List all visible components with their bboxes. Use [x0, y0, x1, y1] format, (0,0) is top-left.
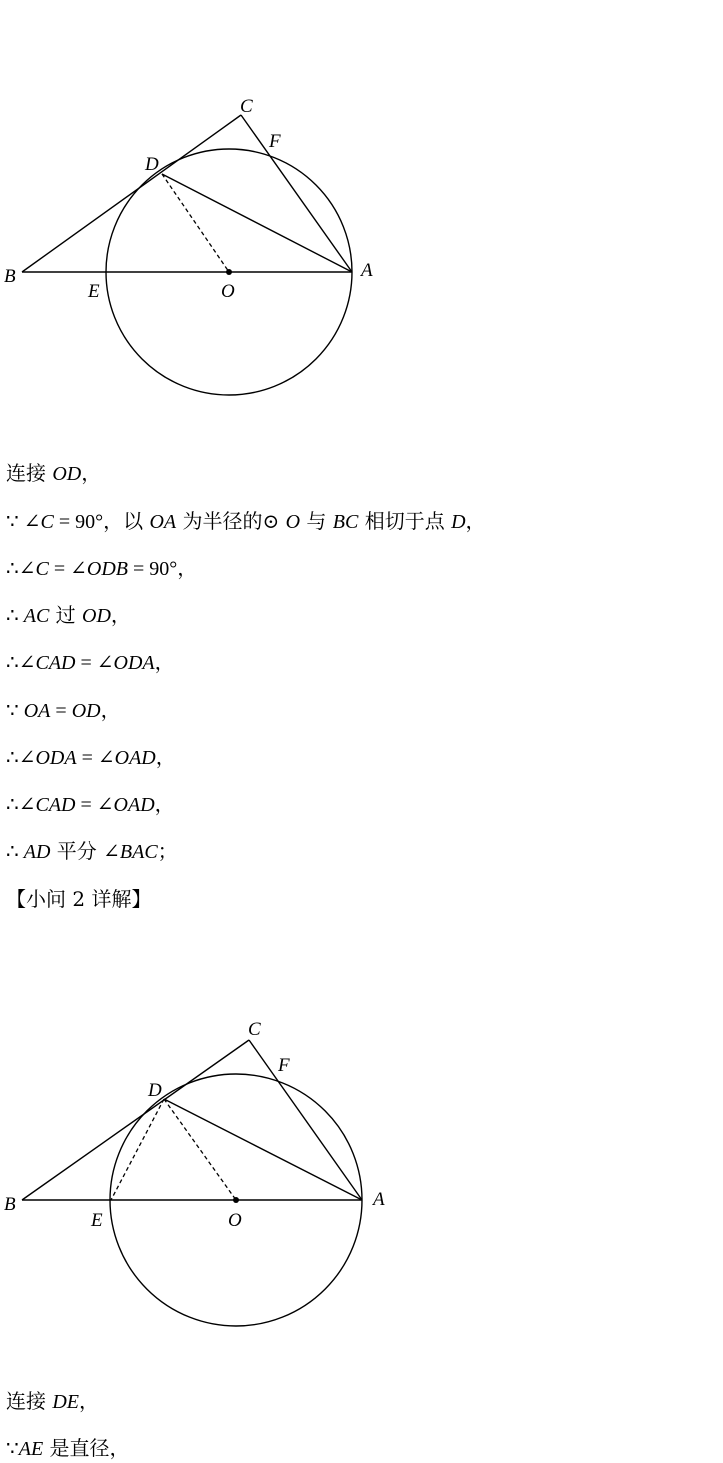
solution-line	[6, 744, 176, 771]
math-symbol: CAD	[35, 794, 76, 816]
text-segment: = ∠	[75, 794, 114, 816]
solution-line	[6, 649, 175, 676]
label-f: F	[278, 1055, 290, 1076]
math-symbol: AD	[23, 841, 51, 863]
text-segment: ，	[465, 509, 486, 533]
math-symbol: OD	[71, 700, 101, 722]
math-symbol: CAD	[35, 652, 76, 674]
center-point-o	[226, 269, 232, 275]
math-symbol: AE	[18, 1438, 44, 1460]
math-symbol: ODB	[86, 558, 128, 580]
math-symbol: ODA	[35, 747, 77, 769]
segment-ca	[249, 1040, 362, 1200]
text-segment: 过	[49, 603, 83, 627]
segment-da	[164, 1099, 362, 1200]
label-d: D	[145, 154, 159, 175]
segment-od-dashed	[162, 174, 229, 272]
label-f: F	[269, 131, 281, 152]
text-segment: =	[50, 700, 72, 722]
geometry-figure-1	[0, 90, 400, 410]
solution-line	[6, 460, 101, 487]
text-segment: ∴∠	[6, 558, 36, 580]
text-segment: = ∠	[76, 747, 115, 769]
text-segment: ，	[81, 461, 102, 485]
text-segment: 与	[300, 509, 333, 533]
solution-line	[6, 508, 486, 535]
segment-de-dashed	[111, 1099, 164, 1200]
segment-da	[162, 174, 352, 272]
math-symbol: C	[35, 558, 49, 580]
math-symbol: AC	[23, 605, 50, 627]
text-segment: 连接	[6, 1389, 53, 1413]
solution-line	[6, 791, 175, 818]
math-symbol: OA	[149, 511, 177, 533]
math-symbol: C	[40, 511, 54, 533]
text-segment: 是直径，	[43, 1436, 130, 1460]
label-a: A	[361, 260, 373, 281]
text-segment: ∴	[6, 841, 24, 863]
text-segment: 相切于点	[358, 509, 452, 533]
label-b: B	[4, 266, 16, 287]
solution-line	[6, 697, 121, 724]
text-segment: = 90°	[53, 511, 104, 533]
label-o: O	[221, 281, 235, 302]
segment-od-dashed	[164, 1099, 236, 1200]
solution-line	[6, 1388, 99, 1415]
text-segment: ，	[154, 650, 175, 674]
text-segment: 平分 ∠	[50, 839, 120, 863]
text-segment: ，	[79, 1389, 100, 1413]
segment-bc	[22, 1040, 249, 1200]
solution-line	[6, 838, 178, 865]
text-segment: ，	[100, 698, 121, 722]
center-point-o	[233, 1197, 239, 1203]
label-c: C	[248, 1019, 261, 1040]
label-e: E	[91, 1210, 103, 1231]
text-segment: ∵ ∠	[6, 511, 41, 533]
label-d: D	[148, 1080, 162, 1101]
solution-line	[6, 1435, 130, 1462]
text-segment: ∵	[6, 1438, 19, 1460]
math-symbol: D	[451, 511, 466, 533]
math-symbol: OAD	[113, 794, 155, 816]
text-segment: ；	[157, 839, 178, 863]
text-segment: = ∠	[48, 558, 87, 580]
label-a: A	[373, 1189, 385, 1210]
text-segment: ，	[177, 556, 198, 580]
geometry-figure-2	[0, 1010, 420, 1340]
text-segment: 为半径的⊙	[176, 509, 286, 533]
math-symbol: ODA	[113, 652, 155, 674]
text-segment: ∴∠	[6, 794, 36, 816]
solution-line	[6, 602, 131, 629]
math-symbol: DE	[52, 1391, 80, 1413]
text-segment: ∵	[6, 700, 24, 722]
math-symbol: BC	[332, 511, 359, 533]
segment-ca	[241, 115, 352, 272]
text-segment: ，	[155, 745, 176, 769]
solution-line	[6, 555, 197, 582]
text-segment: = ∠	[75, 652, 114, 674]
text-segment: ∴∠	[6, 747, 36, 769]
label-e: E	[88, 281, 100, 302]
math-symbol: O	[285, 511, 301, 533]
segment-bc	[22, 115, 241, 272]
label-o: O	[228, 1210, 242, 1231]
text-segment: ，以	[103, 509, 150, 533]
label-b: B	[4, 1194, 16, 1215]
text-segment: 连接	[6, 461, 53, 485]
math-symbol: BAC	[119, 841, 158, 863]
text-segment: ，	[110, 603, 131, 627]
text-segment: ∴∠	[6, 652, 36, 674]
text-segment: ∴	[6, 605, 24, 627]
math-symbol: OD	[82, 605, 111, 627]
math-symbol: OA	[23, 700, 51, 722]
text-segment: ，	[154, 792, 175, 816]
math-symbol: OAD	[114, 747, 156, 769]
label-c: C	[240, 96, 253, 117]
part2-heading: 【小问 2 详解】	[6, 887, 152, 911]
math-symbol: OD	[52, 463, 82, 485]
text-segment: = 90°	[127, 558, 178, 580]
